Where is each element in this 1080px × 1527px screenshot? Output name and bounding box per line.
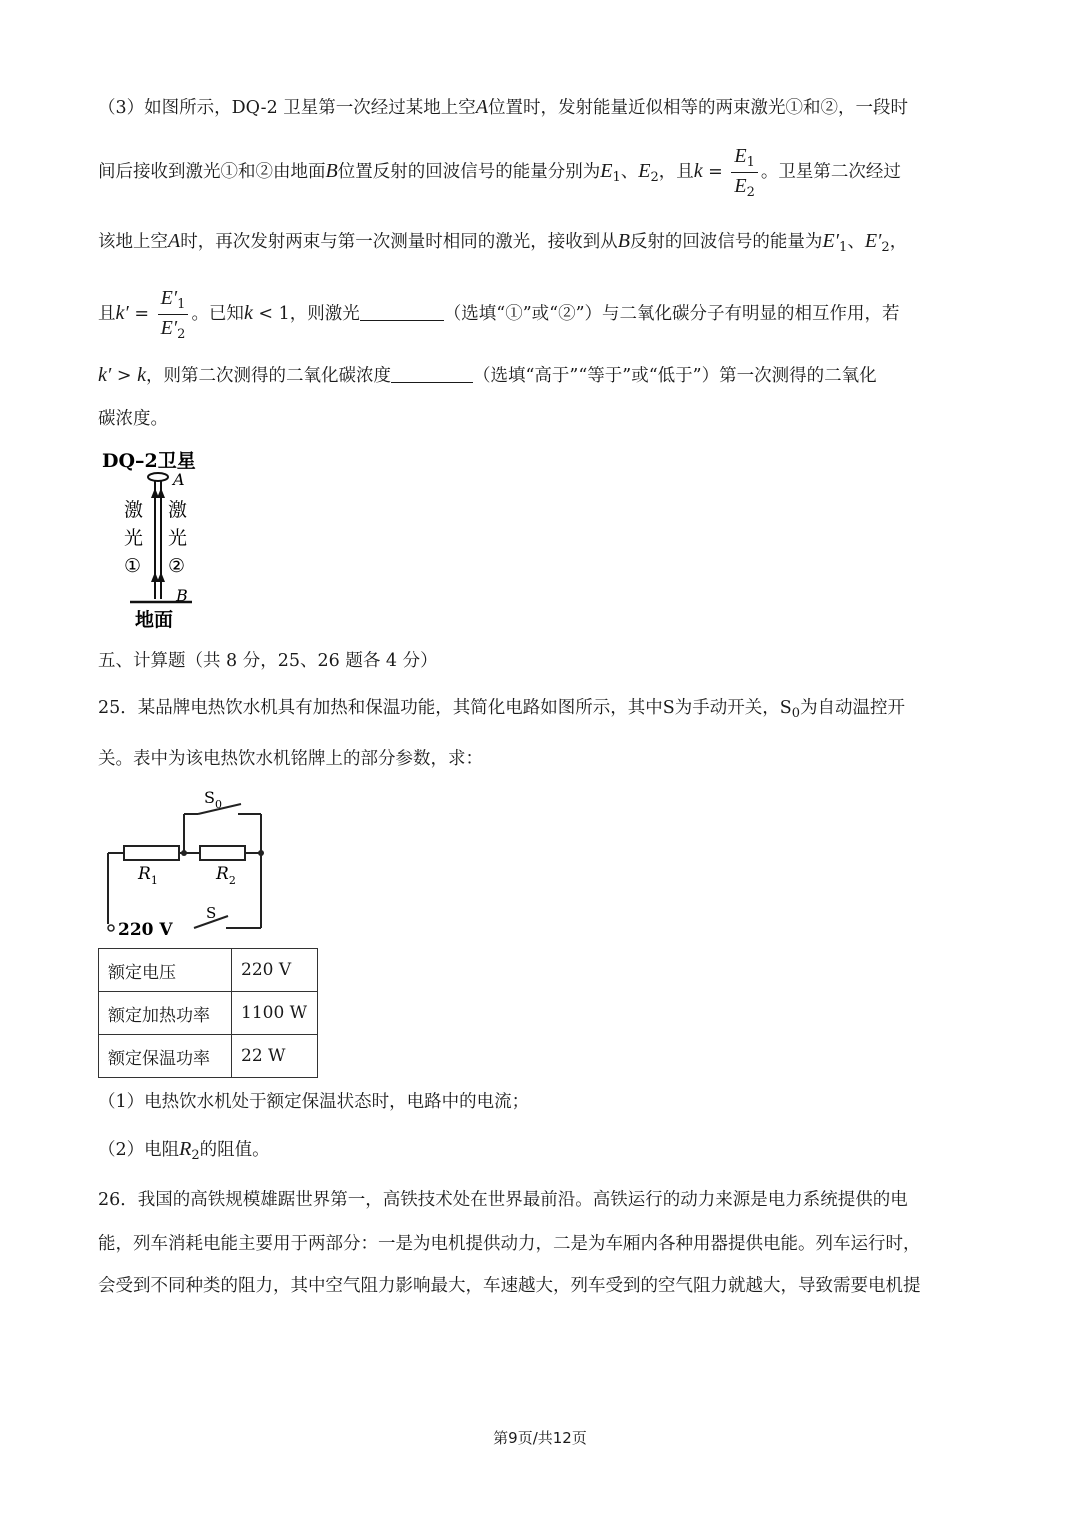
text: 、: [620, 162, 639, 182]
text: 碳浓度。: [98, 409, 168, 429]
q26-line-1: [98, 1186, 908, 1211]
var-a: A: [168, 230, 181, 252]
var-e-prime: E′: [160, 317, 178, 339]
var-r: R: [179, 1138, 192, 1160]
q25-line-2: [98, 745, 483, 770]
text: （选填“高于”“等于”或“低于”）第一次测得的二氧化: [472, 366, 877, 386]
var-k: k: [693, 160, 703, 182]
sub: 1: [177, 297, 186, 312]
table-row: [99, 992, 318, 1035]
r2-letter: R: [216, 864, 229, 884]
text: 且: [98, 304, 116, 324]
var-e1-prime: E′: [822, 230, 840, 252]
fraction-k: [731, 146, 758, 199]
sub: 2: [746, 185, 755, 200]
text: 反射的回波信号的能量为: [629, 232, 823, 252]
table-row: [99, 1035, 318, 1078]
label-r1: [137, 864, 158, 887]
text: 26．我国的高铁规模雄踞世界第一，高铁技术处在世界最前沿。高铁运行的动力来源是电力系统提供的电: [98, 1190, 908, 1210]
resistor-r1: [124, 846, 179, 860]
label-voltage: 220 V: [118, 920, 173, 940]
param-label: 额定保温功率: [99, 1035, 232, 1078]
var-a: A: [475, 96, 488, 118]
var-s0: S: [779, 698, 792, 718]
var-e: E: [734, 145, 747, 167]
text: ，且: [658, 162, 694, 182]
circuit-diagram: [98, 784, 278, 944]
text: 该地上空: [98, 232, 168, 252]
var-e2: E: [638, 160, 651, 182]
var-e2-prime: E′: [864, 230, 882, 252]
text: ，则激光: [289, 304, 360, 324]
left-label-1: 激: [124, 499, 144, 521]
text: 为手动开关，: [674, 698, 780, 718]
text: （2）电阻: [98, 1140, 180, 1160]
q25-part-1: [98, 1088, 529, 1113]
resistor-r2: [200, 846, 245, 860]
equals: =: [128, 304, 155, 324]
var-e: E: [734, 175, 747, 197]
sub: 0: [791, 706, 801, 721]
sub: 2: [881, 240, 890, 255]
var-k-prime: k′: [98, 364, 112, 386]
label-r2: [215, 864, 236, 887]
q3-line-4: [98, 288, 900, 341]
q3-line-2: [98, 146, 901, 199]
param-label: 额定加热功率: [99, 992, 232, 1035]
sub: 2: [177, 327, 186, 342]
text: 间后接收到激光①和②由地面: [98, 162, 326, 182]
answer-blank-2[interactable]: [391, 366, 473, 383]
q3-line-5: [98, 362, 877, 387]
text: （1）电热饮水机处于额定保温状态时，电路中的电流；: [98, 1092, 530, 1112]
text: ，则第二次测得的二氧化碳浓度: [145, 366, 391, 386]
left-label-3: ①: [124, 555, 142, 577]
sub: 1: [746, 155, 755, 170]
param-value: 1100 W: [232, 992, 318, 1035]
r1-letter: R: [138, 864, 151, 884]
label-a: A: [173, 470, 185, 489]
text: 。已知: [191, 304, 244, 324]
table-row: [99, 949, 318, 992]
sub: 1: [612, 170, 621, 185]
r2-sub: 2: [228, 874, 236, 887]
text: 位置反射的回波信号的能量分别为: [337, 162, 601, 182]
param-label: 额定电压: [99, 949, 232, 992]
left-label-2: 光: [124, 527, 144, 549]
q3-line-3: [98, 228, 907, 255]
sub: 2: [650, 170, 659, 185]
text: （3）如图所示，DQ-2 卫星第一次经过某地上空: [98, 98, 476, 118]
equals: =: [702, 162, 729, 182]
answer-blank-1[interactable]: [360, 304, 444, 321]
satellite-laser-figure: [100, 444, 210, 634]
junction-dot: [181, 850, 187, 856]
text: 25．某品牌电热饮水机具有加热和保温功能，其简化电路如图所示，其中: [98, 698, 663, 718]
fraction-k-prime: [158, 288, 189, 341]
s0-letter: S: [204, 788, 215, 807]
text: （选填“①”或“②”）与二氧化碳分子有明显的相互作用，若: [443, 304, 900, 324]
ground-label: 地面: [135, 609, 174, 631]
text: 位置时，发射能量近似相等的两束激光①和②，一段时: [487, 98, 908, 118]
arrow-down-icon: [157, 488, 165, 498]
q25-line-1: [98, 694, 905, 721]
arrow-up-icon: [157, 572, 165, 582]
q26-line-3: [98, 1272, 921, 1297]
page-footer: 第9页/共12页: [493, 1429, 587, 1447]
text: 为自动温控开: [800, 698, 906, 718]
parameter-table: [98, 948, 318, 1078]
q3-line-1: [98, 94, 908, 119]
section-heading: [98, 647, 438, 672]
var-e-prime: E′: [160, 287, 178, 309]
text: >: [111, 366, 138, 386]
s0-sub: 0: [214, 798, 222, 811]
text: 时，再次发射两束与第一次测量时相同的激光，接收到从: [180, 232, 618, 252]
text: 能，列车消耗电能主要用于两部分：一是为电机提供动力，二是为车厢内各种用器提供电能。列车运行时，: [98, 1234, 921, 1254]
text: 、: [847, 232, 865, 252]
text: 五、计算题（共 8 分，25、26 题各 4 分）: [98, 651, 438, 671]
var-k-prime: k′: [115, 302, 129, 324]
q3-line-6: [98, 405, 168, 430]
right-label-1: 激: [168, 499, 188, 521]
q26-line-2: [98, 1230, 921, 1255]
var-s: S: [662, 698, 675, 718]
satellite-icon: [148, 473, 168, 481]
text: 的阻值。: [199, 1140, 270, 1160]
text: 关。表中为该电热饮水机铭牌上的部分参数，求：: [98, 749, 483, 769]
var-b: B: [617, 230, 630, 252]
param-value: 220 V: [232, 949, 318, 992]
text: < 1: [252, 304, 290, 324]
junction-dot: [258, 850, 264, 856]
terminal-icon: [108, 925, 114, 931]
var-e1: E: [600, 160, 613, 182]
var-k: k: [243, 302, 253, 324]
q25-part-2: [98, 1136, 270, 1163]
param-value: 22 W: [232, 1035, 318, 1078]
right-label-2: 光: [168, 527, 188, 549]
r1-sub: 1: [150, 874, 158, 887]
label-s0: [204, 788, 222, 811]
text: 会受到不同种类的阻力，其中空气阻力影响最大，车速越大，列车受到的空气阻力就越大，导致需要电机提: [98, 1276, 921, 1296]
right-label-3: ②: [168, 555, 186, 577]
var-b: B: [325, 160, 338, 182]
label-b: B: [176, 586, 188, 605]
label-s: S: [206, 904, 217, 922]
var-k: k: [137, 364, 146, 386]
text: 。卫星第二次经过: [760, 162, 901, 182]
sub: 2: [191, 1148, 200, 1163]
sub: 1: [839, 240, 848, 255]
text: ，: [889, 232, 908, 252]
satellite-title: DQ–2卫星: [102, 450, 196, 472]
